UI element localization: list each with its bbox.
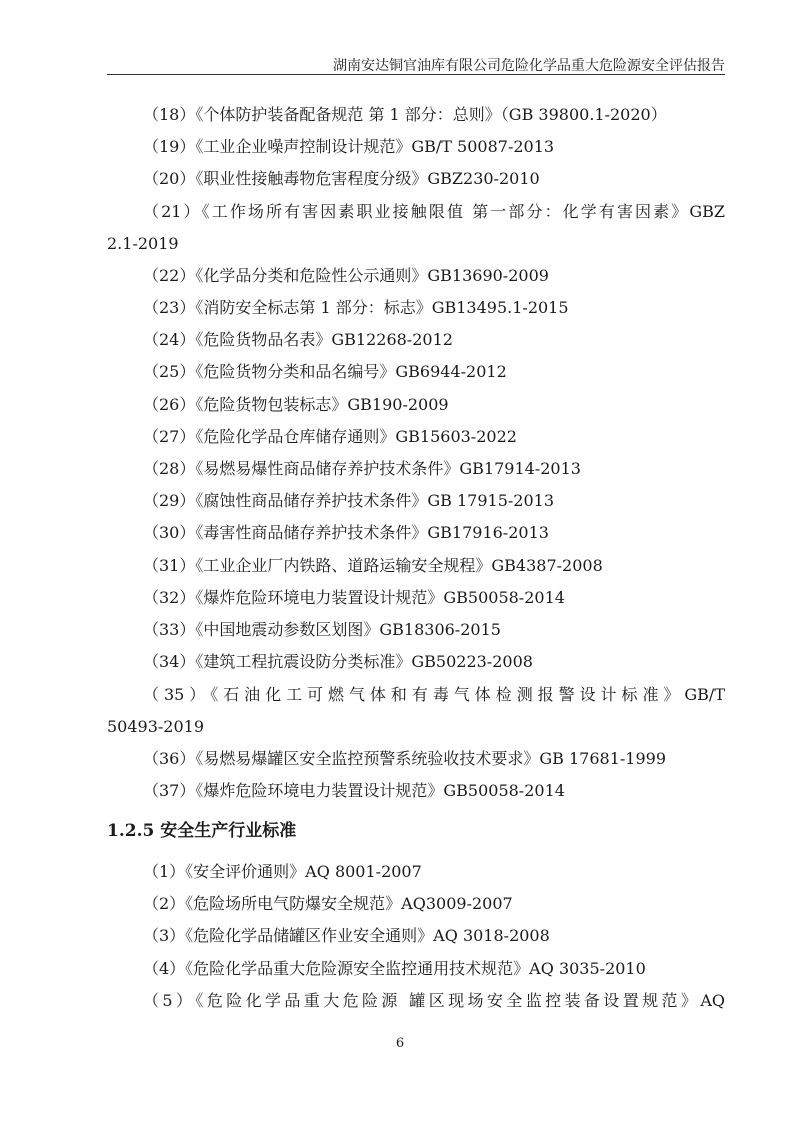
list-item: （2）《危险场所电气防爆安全规范》AQ3009-2007 <box>143 894 513 913</box>
header-title: 湖南安达铜官油库有限公司危险化学品重大危险源安全评估报告 <box>333 58 725 74</box>
list-item: （36）《易燃易爆罐区安全监控预警系统验收技术要求》GB 17681-1999 <box>143 749 667 768</box>
list-item: （28）《易燃易爆性商品储存养护技术条件》GB17914-2013 <box>143 459 581 478</box>
list-item: （29）《腐蚀性商品储存养护技术条件》GB 17915-2013 <box>143 491 555 510</box>
list-item: （25）《危险货物分类和品名编号》GB6944-2012 <box>143 362 507 381</box>
list-item: （35）《石油化工可燃气体和有毒气体检测报警设计标准》GB/T <box>143 685 725 704</box>
list-item: （24）《危险货物品名表》GB12268-2012 <box>143 330 453 349</box>
list-item: （31）《工业企业厂内铁路、道路运输安全规程》GB4387-2008 <box>143 556 603 575</box>
list-item: （3）《危险化学品储罐区作业安全通则》AQ 3018-2008 <box>143 926 550 945</box>
list-item: （4）《危险化学品重大危险源安全监控通用技术规范》AQ 3035-2010 <box>143 959 646 978</box>
section-heading: 1.2.5 安全生产行业标准 <box>107 821 297 841</box>
list-item: （5）《危险化学品重大危险源 罐区现场安全监控装备设置规范》AQ <box>143 991 725 1010</box>
list-item-continuation: 2.1-2019 <box>107 234 179 253</box>
list-item: （22）《化学品分类和危险性公示通则》GB13690-2009 <box>143 266 549 285</box>
list-item: （26）《危险货物包装标志》GB190-2009 <box>143 395 449 414</box>
list-item: （27）《危险化学品仓库储存通则》GB15603-2022 <box>143 427 517 446</box>
list-item-continuation: 50493-2019 <box>107 717 205 736</box>
list-item: （32）《爆炸危险环境电力装置设计规范》GB50058-2014 <box>143 588 565 607</box>
list-item: （1）《安全评价通则》AQ 8001-2007 <box>143 862 422 881</box>
list-item: （34）《建筑工程抗震设防分类标准》GB50223-2008 <box>143 652 533 671</box>
page-number: 6 <box>395 1036 405 1051</box>
list-item: （23）《消防安全标志第 1 部分：标志》GB13495.1-2015 <box>143 298 569 317</box>
list-item: （30）《毒害性商品储存养护技术条件》GB17916-2013 <box>143 523 549 542</box>
list-item: （20）《职业性接触毒物危害程度分级》GBZ230-2010 <box>143 169 540 188</box>
list-item: （37）《爆炸危险环境电力装置设计规范》GB50058-2014 <box>143 781 565 800</box>
list-item: （33）《中国地震动参数区划图》GB18306-2015 <box>143 620 501 639</box>
list-item: （19）《工业企业噪声控制设计规范》GB/T 50087-2013 <box>143 137 555 156</box>
page-header <box>107 44 725 75</box>
list-item: （18）《个体防护装备配备规范 第 1 部分：总则》（GB 39800.1-2020） <box>143 105 667 124</box>
list-item: （21）《工作场所有害因素职业接触限值 第一部分：化学有害因素》GBZ <box>143 202 725 221</box>
